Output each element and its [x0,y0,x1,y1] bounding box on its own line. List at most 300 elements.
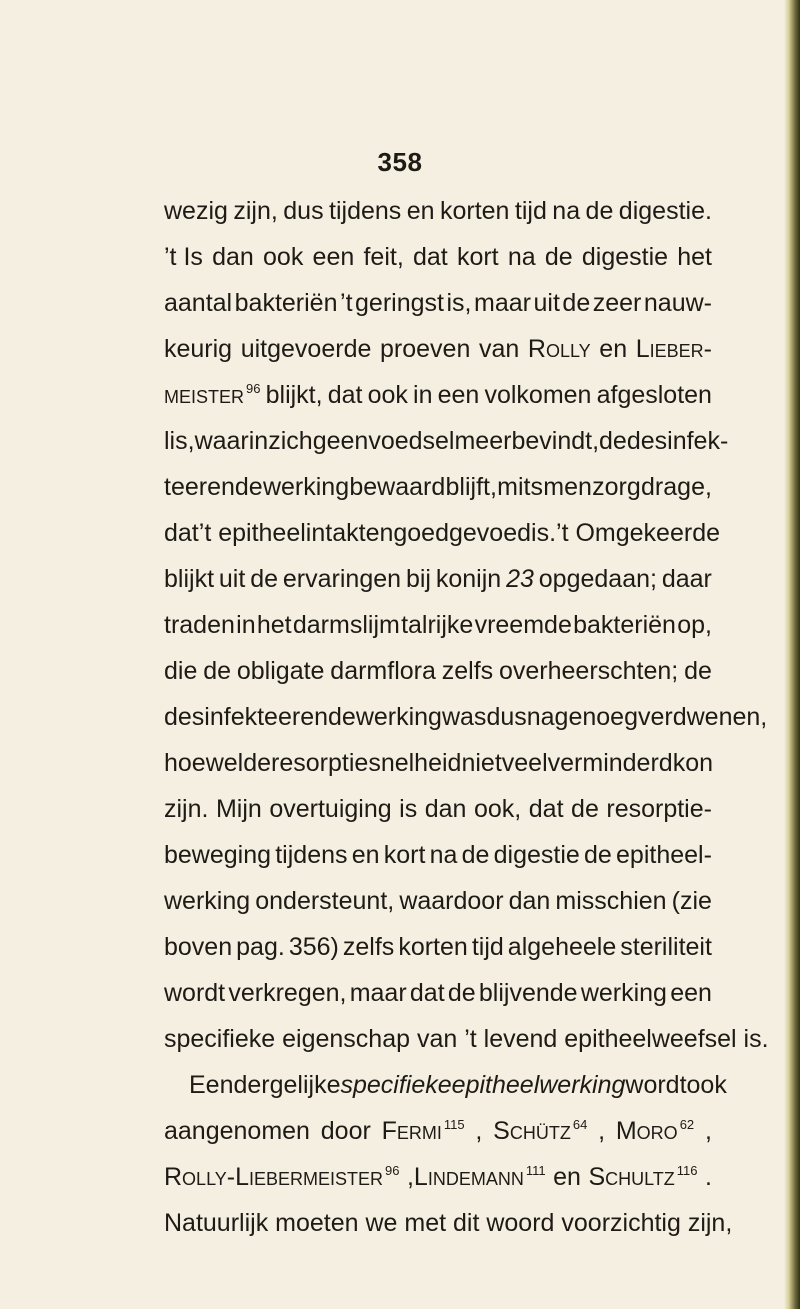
text-line [164,648,712,694]
text-word [440,188,509,234]
text-word [275,832,347,878]
text-word [233,188,277,234]
text-word [164,464,263,510]
word-text: resorptie- [606,795,712,823]
text-word [625,1062,686,1108]
word-text: is. [531,519,557,547]
word-text: ook [367,381,408,409]
word-text: kort [456,243,499,271]
text-word [599,418,627,464]
text-line [164,188,712,234]
text-word [216,786,262,832]
text-word [189,1062,233,1108]
text-word [203,648,231,694]
text-word [662,556,712,602]
word-text: overheerschten; [498,657,679,685]
word-text: drage, [641,473,712,501]
text-word [164,832,271,878]
text-word [410,970,445,1016]
text-word [436,556,501,602]
word-text: , [475,1117,483,1145]
word-text: kort [383,841,426,869]
word-text: verkregen, [228,979,347,1007]
text-word [479,970,578,1016]
text-word [243,740,271,786]
text-word [269,786,391,832]
text-word [235,280,338,326]
text-line [164,326,712,372]
word-text: een [312,243,355,271]
word-text: dus [486,703,527,731]
text-word [164,326,232,372]
word-text: ’t Is [164,243,203,271]
text-line [164,694,768,740]
text-word [684,648,712,694]
text-word [329,188,401,234]
word-text: ondersteunt, [255,887,395,915]
text-word [413,234,448,280]
text-word [368,418,454,464]
text-word [430,832,458,878]
text-word [330,648,436,694]
word-text: overtuiging [269,795,392,823]
text-word [446,464,497,510]
word-text: digestie [493,841,580,869]
word-text: dat [409,979,445,1007]
text-word [586,188,614,234]
text-word [484,372,591,418]
word-text: tijd [471,933,504,961]
word-text: desinfek- [626,427,729,455]
word-text: tijdens [275,841,348,869]
text-word [352,832,380,878]
word-text: bevindt, [511,427,600,455]
text-line [164,510,720,556]
text-word [263,464,349,510]
word-text: werking [164,887,251,915]
word-text: de [562,289,591,317]
word-text: konijn [435,565,502,593]
text-word [164,1200,732,1246]
text-line [164,740,712,786]
text-word [573,602,676,648]
word-text: proeven [380,335,471,363]
word-text: na [429,841,458,869]
word-text: hoewel [164,749,244,777]
text-word [271,740,461,786]
text-word [442,694,486,740]
word-text: maar [474,289,531,317]
word-text: kon [672,749,714,777]
word-text: Lieber- [635,335,712,363]
text-word [266,372,323,418]
word-text: is [399,795,418,823]
text-word [545,234,573,280]
word-text: waardoor [399,887,504,915]
text-word [447,280,472,326]
word-text: de [599,427,627,455]
word-text: meister [164,381,245,409]
word-text: de [250,565,279,593]
word-text: traden [164,611,235,639]
text-word [164,1108,310,1154]
word-text: nauw- [643,289,712,317]
text-word [457,234,499,280]
word-text: het [256,611,292,639]
text-word [619,188,712,234]
text-word [382,1108,465,1154]
text-word [293,602,400,648]
word-text: bewaard [349,473,446,501]
word-text: darmflora [330,657,436,685]
text-word [164,694,356,740]
text-word [673,740,713,786]
text-word [164,1016,769,1062]
text-word [479,326,519,372]
word-text: vreemde [474,611,572,639]
text-word [164,602,235,648]
text-line [164,234,712,280]
word-text: de [584,841,612,869]
word-text: ervaringen [282,565,402,593]
word-text: dat [164,519,199,547]
text-line [164,1154,712,1200]
word-text: 23 [506,565,534,593]
word-text: , [704,1117,712,1145]
text-word [627,418,728,464]
reference-superscript: 115 [443,1117,465,1132]
word-text: resorptiesnelheid [271,749,462,777]
text-word [164,372,260,418]
word-text: de [243,749,272,777]
text-word [399,786,417,832]
word-text: dus [283,197,324,225]
word-text: wezig [164,197,228,225]
word-text: werking [580,979,667,1007]
text-word [494,832,580,878]
word-text: wordt [164,979,226,1007]
text-word [597,372,712,418]
text-word [199,510,306,556]
word-text: opgedaan; [538,565,657,593]
text-word [472,924,504,970]
word-text: wordt [625,1071,687,1099]
text-word [164,188,228,234]
word-text: bakteriën [573,611,676,639]
text-word [255,878,394,924]
word-text: lis, [164,427,195,455]
text-word [407,1154,546,1200]
body-text [164,188,769,1246]
word-text: digestie. [618,197,712,225]
word-text: intakt [305,519,366,547]
text-word [219,556,245,602]
text-word [398,924,467,970]
word-text: Rolly-Liebermeister [164,1163,383,1191]
reference-superscript: 96 [385,1163,400,1178]
text-word [539,556,657,602]
text-word [448,970,476,1016]
text-word [672,878,712,924]
text-word [506,556,534,602]
text-line [164,970,712,1016]
word-text: de [447,979,476,1007]
text-word [380,326,470,372]
text-word [438,372,480,418]
word-text: en [351,841,380,869]
word-text: epitheel- [616,841,712,869]
text-word [343,924,394,970]
word-text: en [553,1163,581,1191]
text-word [556,510,720,556]
word-text: verminderd [547,749,673,777]
word-text: (zie [671,887,712,915]
text-word [581,970,667,1016]
text-word [328,372,363,418]
word-text: de [203,657,232,685]
text-word [164,510,199,556]
text-word [413,372,432,418]
text-line [164,556,712,602]
word-text: Mijn [215,795,262,823]
word-text: en [406,197,435,225]
text-line [164,602,712,648]
word-text: maar [349,979,407,1007]
word-text: Schultz [588,1163,675,1191]
word-text: aantal [164,289,233,317]
word-text: zelfs [342,933,395,961]
word-text: misschien [555,887,667,915]
text-word [687,1062,727,1108]
word-text: ,Lindemann [406,1163,524,1191]
text-word [368,372,408,418]
word-text: pag. [236,933,285,961]
text-word [509,878,551,924]
word-text: in [413,381,433,409]
word-text: op, [677,611,712,639]
word-text: ’t epitheel [198,519,306,547]
word-text: de [544,243,573,271]
word-text: algeheele [507,933,617,961]
page-edge-shadow [784,0,800,1309]
word-text: na [507,243,536,271]
text-word [670,970,712,1016]
word-text: ook, [473,795,522,823]
text-word [529,786,564,832]
text-word [164,878,250,924]
word-text: korten [398,933,468,961]
word-text: een [437,381,480,409]
word-text: de [585,197,614,225]
text-word [289,924,339,970]
word-text: zijn. [164,795,209,823]
word-text: een [670,979,712,1007]
text-word [555,878,666,924]
text-word [638,694,767,740]
word-text: werking [355,703,442,731]
word-text: bakteriën [234,289,338,317]
word-text: verdwenen, [637,703,768,731]
text-line [164,1200,733,1246]
text-word [511,418,599,464]
word-text: niet [461,749,502,777]
text-word [164,1154,399,1200]
word-text: meer [454,427,512,455]
word-text: dergelijke [233,1071,341,1099]
text-line [164,832,712,878]
text-word [425,786,467,832]
text-line [164,1062,727,1108]
text-word [531,510,556,556]
text-word [313,234,355,280]
text-word [236,924,285,970]
word-text: , [598,1117,606,1145]
text-word [306,510,366,556]
text-word [228,970,346,1016]
word-text: van [478,335,520,363]
word-text: dan [424,795,467,823]
word-text: dat [528,795,564,823]
word-text: specifieke eigenschap van ’t levend epitheelweefsel is. [164,1025,769,1053]
word-text: Een [189,1071,234,1099]
word-text: en [365,519,394,547]
text-word [356,694,442,740]
text-word [164,786,208,832]
word-text: tijd [514,197,547,225]
word-text: in [236,611,256,639]
word-text: ook [263,243,304,271]
text-word [442,648,493,694]
word-text: aangenomen [164,1117,310,1145]
word-text: keurig [164,335,233,363]
reference-superscript: 64 [572,1117,588,1132]
text-word [401,602,473,648]
text-word [263,234,303,280]
text-word [164,740,243,786]
word-text: obligate [236,657,325,685]
text-word [475,1108,482,1154]
word-text: blijkt, [265,381,323,409]
word-text: mits [497,473,543,501]
word-text: korten [439,197,510,225]
text-word [599,326,627,372]
word-text: dan [212,243,254,271]
word-text: blijkt [164,565,215,593]
text-word [584,832,612,878]
word-text: afgesloten [596,381,712,409]
word-text: digestie [581,243,669,271]
text-word [233,1062,340,1108]
text-word [534,280,560,326]
word-text: was [441,703,487,731]
text-word [283,188,323,234]
text-word [508,234,536,280]
word-text: zich [268,427,313,455]
word-text: . [705,1163,712,1191]
text-line [164,372,712,418]
text-word [527,694,638,740]
text-word [406,556,431,602]
word-text: desinfekteerende [164,703,356,731]
text-word [474,786,521,832]
text-word [257,602,292,648]
text-word [677,234,712,280]
word-text: darmslijm [292,611,400,639]
text-word [341,1062,452,1108]
text-word [644,280,712,326]
word-text: voedsel [368,427,455,455]
text-word [553,1154,581,1200]
word-text: zelfs [441,657,494,685]
text-word [475,602,572,648]
word-text: nagenoeg [526,703,638,731]
word-text: uit [533,289,560,317]
text-word [164,556,214,602]
word-text: zijn, [233,197,278,225]
text-word [588,1154,697,1200]
text-word [321,1108,371,1154]
text-word [620,924,712,970]
text-word [195,418,269,464]
word-text: het [677,243,712,271]
text-word [399,878,503,924]
reference-superscript: 62 [679,1117,695,1132]
word-text: veel [501,749,548,777]
word-text: beweging [164,841,272,869]
word-text: ’t Omgekeerde [556,519,720,547]
text-word [528,326,591,372]
text-word [606,786,712,832]
word-text: door [320,1117,371,1145]
reference-superscript: 111 [525,1163,546,1178]
word-text: steriliteit [620,933,712,961]
reference-superscript: 116 [676,1163,698,1178]
text-word [636,326,712,372]
text-word [452,1062,626,1108]
text-word [543,464,592,510]
text-word [384,832,426,878]
word-text: en [599,335,628,363]
text-word [313,418,369,464]
text-word [461,740,501,786]
word-text: blijft, [445,473,497,501]
word-text: feit, [363,243,404,271]
text-line [164,924,712,970]
text-word [705,1154,712,1200]
text-word [355,280,444,326]
word-text: Moro [615,1117,678,1145]
word-text: volkomen [484,381,592,409]
text-word [164,280,232,326]
text-word [474,280,531,326]
text-word [241,326,372,372]
word-text: die [164,657,198,685]
text-word [592,464,641,510]
text-word [548,740,673,786]
word-text: werking [262,473,350,501]
text-word [407,188,435,234]
word-text: Fermi [381,1117,442,1145]
text-word [508,924,616,970]
text-word [164,418,195,464]
text-word [493,1108,587,1154]
text-word [366,510,394,556]
text-word [164,970,225,1016]
text-line [164,464,712,510]
text-word [502,740,548,786]
text-word [582,234,668,280]
word-text: uitgevoerde [240,335,372,363]
